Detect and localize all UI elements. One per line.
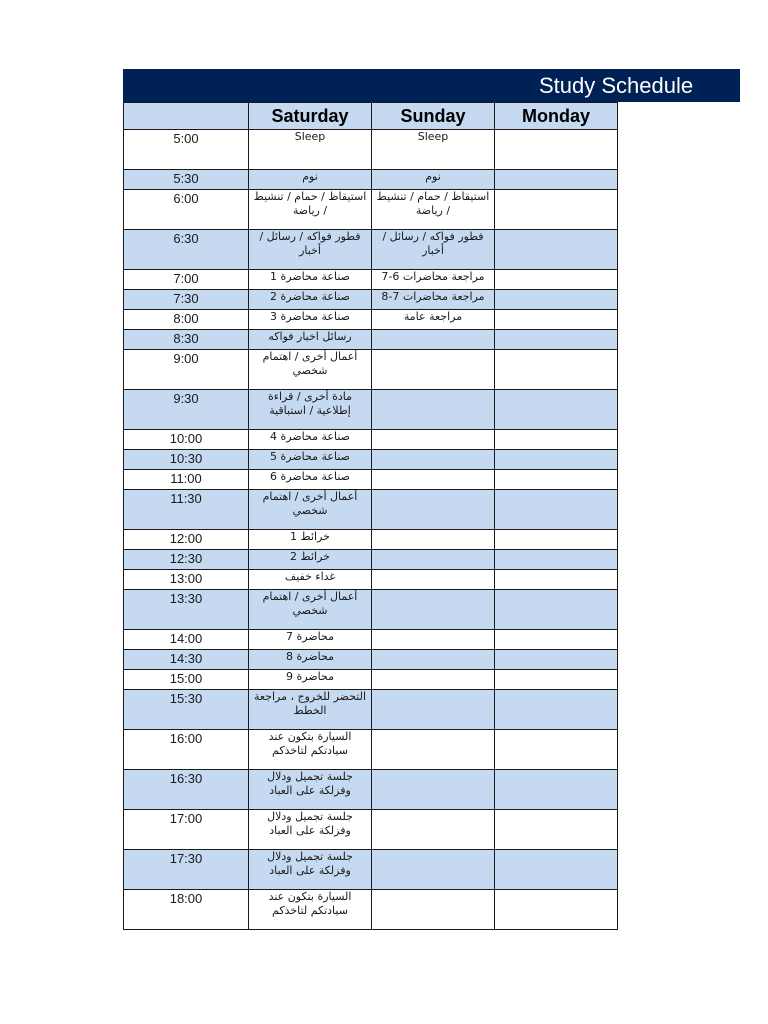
- saturday-cell: خرائط 2: [249, 550, 372, 570]
- sunday-cell: [372, 670, 495, 690]
- schedule-row: [124, 170, 618, 190]
- sunday-cell: مراجعة عامة: [372, 310, 495, 330]
- time-cell: 14:30: [124, 650, 249, 670]
- saturday-cell: أعمال أخرى / اهتمام شخصي: [249, 590, 372, 630]
- time-cell: 16:30: [124, 770, 249, 810]
- time-cell: 15:30: [124, 690, 249, 730]
- saturday-cell: السيارة بتكون عند سيادتكم لتاخذكم: [249, 730, 372, 770]
- sunday-cell: نوم: [372, 170, 495, 190]
- schedule-body: [124, 130, 618, 930]
- schedule-row: [124, 390, 618, 430]
- saturday-cell: مادة أخرى / قراءة إطلاعية / استباقية: [249, 390, 372, 430]
- schedule-row: [124, 670, 618, 690]
- sunday-cell: [372, 650, 495, 670]
- time-cell: 12:30: [124, 550, 249, 570]
- sunday-cell: [372, 330, 495, 350]
- time-cell: 11:00: [124, 470, 249, 490]
- sunday-cell: [372, 450, 495, 470]
- schedule-row: [124, 550, 618, 570]
- header-row: [124, 103, 618, 130]
- header-saturday: Saturday: [249, 103, 372, 130]
- monday-cell: [495, 770, 618, 810]
- sunday-cell: Sleep: [372, 130, 495, 170]
- saturday-cell: صناعة محاضرة 6: [249, 470, 372, 490]
- time-cell: 10:30: [124, 450, 249, 470]
- schedule-row: [124, 330, 618, 350]
- saturday-cell: جلسة تجميل ودلال وفزلكة على العباد: [249, 770, 372, 810]
- monday-cell: [495, 550, 618, 570]
- schedule-row: [124, 570, 618, 590]
- sunday-cell: [372, 810, 495, 850]
- monday-cell: [495, 170, 618, 190]
- monday-cell: [495, 330, 618, 350]
- schedule-row: [124, 810, 618, 850]
- schedule-row: [124, 590, 618, 630]
- schedule-row: [124, 190, 618, 230]
- saturday-cell: أعمال أخرى / اهتمام شخصي: [249, 490, 372, 530]
- monday-cell: [495, 490, 618, 530]
- monday-cell: [495, 650, 618, 670]
- monday-cell: [495, 470, 618, 490]
- monday-cell: [495, 450, 618, 470]
- saturday-cell: محاضرة 8: [249, 650, 372, 670]
- saturday-cell: Sleep: [249, 130, 372, 170]
- monday-cell: [495, 130, 618, 170]
- schedule-row: [124, 530, 618, 550]
- saturday-cell: أعمال أخرى / اهتمام شخصي: [249, 350, 372, 390]
- time-cell: 5:00: [124, 130, 249, 170]
- schedule-table: [123, 102, 618, 930]
- monday-cell: [495, 850, 618, 890]
- saturday-cell: جلسة تجميل ودلال وفزلكة على العباد: [249, 810, 372, 850]
- time-cell: 15:00: [124, 670, 249, 690]
- saturday-cell: محاضرة 9: [249, 670, 372, 690]
- sunday-cell: [372, 690, 495, 730]
- saturday-cell: فطور فواكه / رسائل / أخبار: [249, 230, 372, 270]
- monday-cell: [495, 390, 618, 430]
- saturday-cell: رسائل اخبار فواكه: [249, 330, 372, 350]
- monday-cell: [495, 690, 618, 730]
- monday-cell: [495, 630, 618, 650]
- monday-cell: [495, 670, 618, 690]
- saturday-cell: استيقاظ / حمام / تنشيط / رياضة: [249, 190, 372, 230]
- schedule-row: [124, 230, 618, 270]
- saturday-cell: محاضرة 7: [249, 630, 372, 650]
- sunday-cell: [372, 590, 495, 630]
- schedule-row: [124, 350, 618, 390]
- time-cell: 6:00: [124, 190, 249, 230]
- schedule-row: [124, 850, 618, 890]
- monday-cell: [495, 530, 618, 550]
- monday-cell: [495, 290, 618, 310]
- sunday-cell: [372, 470, 495, 490]
- time-cell: 13:00: [124, 570, 249, 590]
- sunday-cell: مراجعة محاضرات 6-7: [372, 270, 495, 290]
- time-cell: 8:00: [124, 310, 249, 330]
- sunday-cell: [372, 770, 495, 810]
- time-cell: 5:30: [124, 170, 249, 190]
- schedule-row: [124, 270, 618, 290]
- saturday-cell: صناعة محاضرة 2: [249, 290, 372, 310]
- time-cell: 17:30: [124, 850, 249, 890]
- monday-cell: [495, 190, 618, 230]
- sunday-cell: [372, 550, 495, 570]
- sunday-cell: [372, 890, 495, 930]
- sunday-cell: [372, 390, 495, 430]
- time-cell: 8:30: [124, 330, 249, 350]
- saturday-cell: صناعة محاضرة 3: [249, 310, 372, 330]
- monday-cell: [495, 230, 618, 270]
- sunday-cell: فطور فواكه / رسائل / أخبار: [372, 230, 495, 270]
- header-monday: Monday: [495, 103, 618, 130]
- sunday-cell: [372, 630, 495, 650]
- sunday-cell: استيقاظ / حمام / تنشيط / رياضة: [372, 190, 495, 230]
- time-cell: 11:30: [124, 490, 249, 530]
- monday-cell: [495, 570, 618, 590]
- schedule-row: [124, 130, 618, 170]
- saturday-cell: صناعة محاضرة 5: [249, 450, 372, 470]
- time-cell: 13:30: [124, 590, 249, 630]
- monday-cell: [495, 810, 618, 850]
- time-cell: 14:00: [124, 630, 249, 650]
- sunday-cell: [372, 850, 495, 890]
- sunday-cell: [372, 350, 495, 390]
- title-banner: [123, 69, 740, 102]
- sunday-cell: [372, 490, 495, 530]
- time-cell: 9:00: [124, 350, 249, 390]
- time-cell: 6:30: [124, 230, 249, 270]
- schedule-row: [124, 770, 618, 810]
- saturday-cell: جلسة تجميل ودلال وفزلكة على العباد: [249, 850, 372, 890]
- time-cell: 16:00: [124, 730, 249, 770]
- sunday-cell: [372, 570, 495, 590]
- saturday-cell: غداء خفيف: [249, 570, 372, 590]
- time-cell: 7:00: [124, 270, 249, 290]
- saturday-cell: صناعة محاضرة 1: [249, 270, 372, 290]
- title-clip: [539, 69, 740, 102]
- schedule-row: [124, 650, 618, 670]
- saturday-cell: نوم: [249, 170, 372, 190]
- saturday-cell: صناعة محاضرة 4: [249, 430, 372, 450]
- monday-cell: [495, 350, 618, 390]
- header-time: [124, 103, 249, 130]
- sunday-cell: [372, 730, 495, 770]
- monday-cell: [495, 890, 618, 930]
- time-cell: 12:00: [124, 530, 249, 550]
- header-sunday: Sunday: [372, 103, 495, 130]
- saturday-cell: خرائط 1: [249, 530, 372, 550]
- time-cell: 7:30: [124, 290, 249, 310]
- schedule-row: [124, 310, 618, 330]
- sunday-cell: مراجعة محاضرات 7-8: [372, 290, 495, 310]
- saturday-cell: التحضر للخروج ، مراجعة الخطط: [249, 690, 372, 730]
- time-cell: 9:30: [124, 390, 249, 430]
- schedule-row: [124, 450, 618, 470]
- schedule-row: [124, 630, 618, 650]
- saturday-cell: السيارة بتكون عند سيادتكم لتاخذكم: [249, 890, 372, 930]
- time-cell: 17:00: [124, 810, 249, 850]
- time-cell: 18:00: [124, 890, 249, 930]
- page-title: Study Schedule: [539, 73, 694, 98]
- schedule-row: [124, 290, 618, 310]
- schedule-row: [124, 470, 618, 490]
- schedule-row: [124, 890, 618, 930]
- sunday-cell: [372, 430, 495, 450]
- schedule-row: [124, 490, 618, 530]
- schedule-row: [124, 690, 618, 730]
- monday-cell: [495, 730, 618, 770]
- monday-cell: [495, 590, 618, 630]
- time-cell: 10:00: [124, 430, 249, 450]
- monday-cell: [495, 310, 618, 330]
- monday-cell: [495, 430, 618, 450]
- schedule-row: [124, 730, 618, 770]
- schedule-row: [124, 430, 618, 450]
- monday-cell: [495, 270, 618, 290]
- sunday-cell: [372, 530, 495, 550]
